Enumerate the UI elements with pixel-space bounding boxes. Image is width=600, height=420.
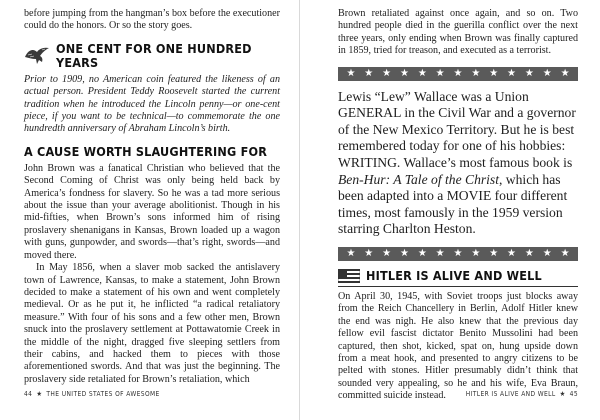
- star-icon: ★: [382, 67, 392, 79]
- star-icon: ★: [542, 67, 552, 79]
- star-icon: ★: [435, 247, 445, 259]
- star-icon: ★: [489, 247, 499, 259]
- star-icon: ★: [382, 247, 392, 259]
- star-icon: ★: [346, 247, 356, 259]
- right-column: [338, 8, 578, 403]
- wallace-text-part-2: , which has been adapted into a MOVIE four different times, most famously in the 1959 version starring Charlton Heston.: [338, 171, 568, 237]
- star-icon: ★: [560, 247, 570, 259]
- one-cent-title: ONE CENT FOR ONE HUNDRED YEARS: [56, 40, 252, 70]
- star-icon: ★: [399, 67, 409, 79]
- cause-paragraph-1: John Brown was a fanatical Christian who believed that the Second Coming of Christ was only being held back by America’s fondness for slavery. So he was a tad more serious about the issue than your average abolitionist. Though in his mid-fifties, when Brown’s sons informed him of rising proslavery shenanigans in Kansas, Brown loaded up a wagon with guns, gunpowder, and swords—that’s right, swords—and moved there.: [24, 162, 280, 261]
- intro-paragraph: before jumping from the hangman’s box before the executioner could do the honors. Or so the story goes.: [24, 8, 280, 32]
- footer-star-icon: ★: [36, 390, 43, 398]
- continued-paragraph: Brown retaliated against once again, and so on. Two hundred people died in the guerilla conflict over the next three years, only ending when Brown was finally captured in 1859, tried for treason, and executed as a terrorist.: [338, 8, 578, 57]
- us-flag-icon: [338, 269, 360, 283]
- eagle-icon: [24, 46, 50, 66]
- hitler-body: On April 30, 1945, with Soviet troops just blocks away from the Reich Chancellery in Berlin, Adolf Hitler knew the end was nigh. He also knew that the previous day fellow evil fascist dictator Benito Mussolini had been captured, then shot, kicked, spat on, hung upside down from a meat hook, and presented to angry citizens to be pelted with stones. Hitler presumably didn’t think that sounded very appealing, so he and his wife, Eva Braun, committed suicide instead.: [338, 290, 578, 402]
- one-cent-body: Prior to 1909, no American coin featured the likeness of an actual person. President Teddy Roosevelt started the current tradition when he introduced the Lincoln penny—or one-cent piece, if you want to be technical—to commemorate the one hundredth anniversary of Abraham Lincoln’s birth.: [24, 73, 280, 135]
- footer-star-icon: ★: [559, 390, 566, 398]
- cause-title: A CAUSE WORTH SLAUGHTERING FOR: [24, 143, 268, 159]
- star-icon: ★: [507, 67, 516, 79]
- heading-rule: [338, 286, 578, 287]
- wallace-text-part-1: Lewis “Lew” Wallace was a Union GENERAL in the Civil War and a governor of the New Mexico Territory. But he is best remembered today for one of his hobbies: WRITING. Wallace’s most famous book is: [338, 88, 576, 170]
- star-icon: ★: [507, 247, 516, 259]
- cause-paragraph-2: In May 1856, when a slaver mob sacked the antislavery town of Lawrence, Kansas, to make a statement, John Brown decided to make a statement of his own and went completely medieval. Or as he put it, he inflicted “a radical retaliatory measure.” With four of his sons and a few other men, Brown snuck into the proslavery settlement at Pottawatomie Creek in the middle of the night, dragged five sleeping settlers from their cabins, and hacked them to pieces with those aforementioned swords. And that was just the beginning. The proslavery side retaliated for Brown’s retaliation, which: [24, 262, 280, 385]
- star-icon: ★: [560, 67, 570, 79]
- star-icon: ★: [417, 67, 427, 79]
- one-cent-heading: [24, 42, 280, 70]
- star-band-bottom: [338, 247, 578, 261]
- star-icon: ★: [524, 247, 534, 259]
- star-icon: ★: [346, 67, 356, 79]
- right-footer: [466, 390, 578, 398]
- right-running-title: HITLER IS ALIVE AND WELL: [465, 390, 556, 398]
- star-icon: ★: [399, 247, 409, 259]
- left-column: [24, 8, 280, 386]
- star-icon: ★: [453, 247, 463, 259]
- left-page-number: 44: [24, 390, 33, 398]
- star-icon: ★: [471, 67, 481, 79]
- star-icon: ★: [489, 67, 499, 79]
- star-icon: ★: [524, 67, 534, 79]
- star-icon: ★: [435, 67, 445, 79]
- left-running-title: THE UNITED STATES OF AWESOME: [46, 390, 160, 398]
- star-band-top: [338, 67, 578, 81]
- right-page-number: 45: [569, 390, 578, 398]
- right-page: [300, 0, 600, 420]
- cause-heading: [24, 145, 280, 159]
- wallace-book-title: Ben-Hur: A Tale of the Christ: [338, 171, 499, 187]
- star-icon: ★: [542, 247, 552, 259]
- star-icon: ★: [364, 247, 374, 259]
- star-icon: ★: [364, 67, 374, 79]
- hitler-heading: [338, 269, 578, 283]
- hitler-title: HITLER IS ALIVE AND WELL: [366, 267, 542, 283]
- star-icon: ★: [471, 247, 481, 259]
- wallace-sidebar-text: [338, 89, 578, 238]
- wallace-sidebar: [338, 89, 578, 238]
- star-icon: ★: [417, 247, 427, 259]
- left-footer: [24, 390, 160, 398]
- star-icon: ★: [453, 67, 463, 79]
